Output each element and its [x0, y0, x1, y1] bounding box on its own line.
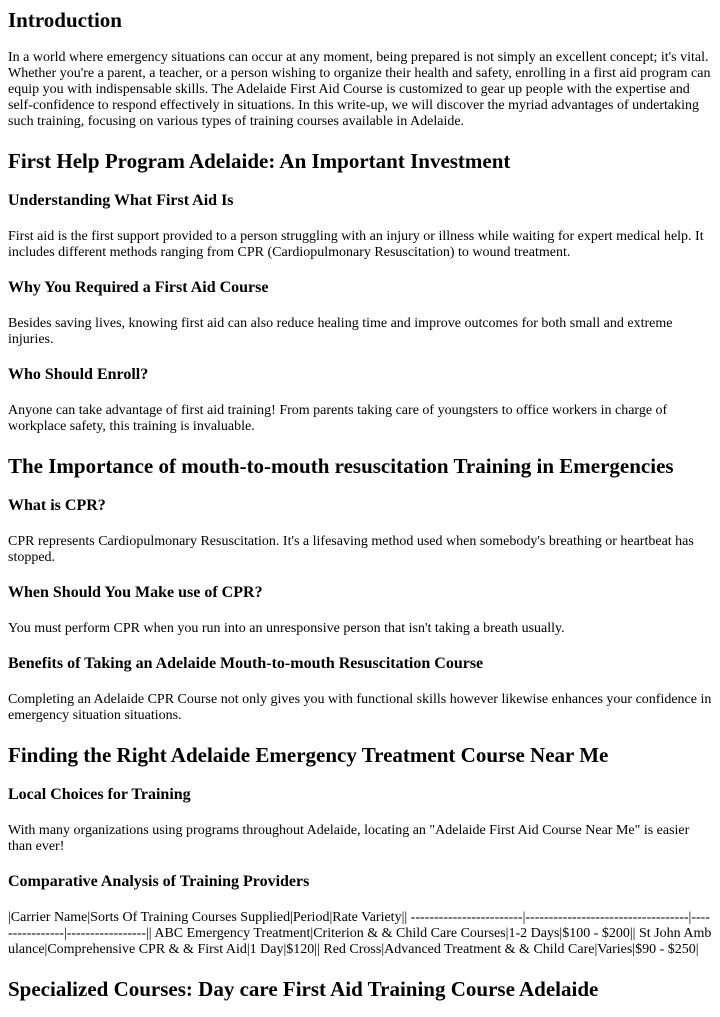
subheading-who-should-enroll: Who Should Enroll? [8, 366, 149, 383]
intro-paragraph: In a world where emergency situations can occur at any moment, being prepared is not simply an excellent concept; it's vital. Whether you're a parent, a teacher, or a person wishing to organize their health and safety, enrolling in a first aid program can equip you with indispensable skills. The Adelaide First Aid Course is customized to gear up people with the expertise and self-confidence to respond effectively in situations. In this write-up, we will discover the myriad advantages of undertaking such training, focusing on various types of training courses available in Adelaide. [8, 50, 711, 129]
subheading-what-is-cpr: What is CPR? [8, 497, 106, 514]
paragraph-who-should-enroll: Anyone can take advantage of first aid training! From parents taking care of youngsters to office workers in charge of workplace safety, this training is invaluable. [8, 403, 668, 434]
section-heading-finding-course: Finding the Right Adelaide Emergency Treatment Course Near Me [8, 743, 609, 767]
subheading-comparative-analysis: Comparative Analysis of Training Providers [8, 873, 310, 890]
paragraph-cpr-benefits: Completing an Adelaide CPR Course not only gives you with functional skills however likewise enhances your confidence in emergency situation situations. [8, 692, 712, 723]
section-heading-specialized-courses: Specialized Courses: Day care First Aid Training Course Adelaide [8, 977, 599, 1001]
paragraph-what-is-cpr: CPR represents Cardiopulmonary Resuscitation. It's a lifesaving method used when somebody's breathing or heartbeat has stopped. [8, 534, 694, 565]
paragraph-when-use-cpr: You must perform CPR when you run into an unresponsive person that isn't taking a breath usually. [8, 621, 565, 636]
subheading-when-use-cpr: When Should You Make use of CPR? [8, 584, 263, 601]
intro-heading: Introduction [8, 8, 122, 32]
paragraph-why-first-aid: Besides saving lives, knowing first aid can also reduce healing time and improve outcomes for both small and extreme injuries. [8, 316, 673, 347]
paragraph-understanding-first-aid: First aid is the first support provided to a person struggling with an injury or illness while waiting for expert medical help. It includes different methods ranging from CPR (Cardiopulmonary Resuscitation) to wound treatment. [8, 229, 704, 260]
subheading-local-choices: Local Choices for Training [8, 786, 191, 803]
paragraph-local-choices: With many organizations using programs throughout Adelaide, locating an "Adelaide First Aid Course Near Me" is easier than ever! [8, 823, 690, 854]
paragraph-provider-table: |Carrier Name|Sorts Of Training Courses Supplied|Period|Rate Variety|| ------------------------|-----------------------------------|----------------|-----------------|| ABC Emergency Treatment|Criterion & & Child Care Courses|1-2 Days|$100 - $200|| St John Ambulance|Comprehensive CPR & & First Aid|1 Day|$120|| Red Cross|Advanced Treatment & & Child Care|Varies|$90 - $250| [8, 910, 712, 957]
subheading-understanding-first-aid: Understanding What First Aid Is [8, 192, 234, 209]
subheading-cpr-benefits: Benefits of Taking an Adelaide Mouth-to-mouth Resuscitation Course [8, 655, 484, 672]
section-heading-cpr-importance: The Importance of mouth-to-mouth resuscitation Training in Emergencies [8, 454, 674, 478]
subheading-why-first-aid: Why You Required a First Aid Course [8, 279, 269, 296]
section-heading-first-aid-investment: First Help Program Adelaide: An Important Investment [8, 149, 511, 173]
